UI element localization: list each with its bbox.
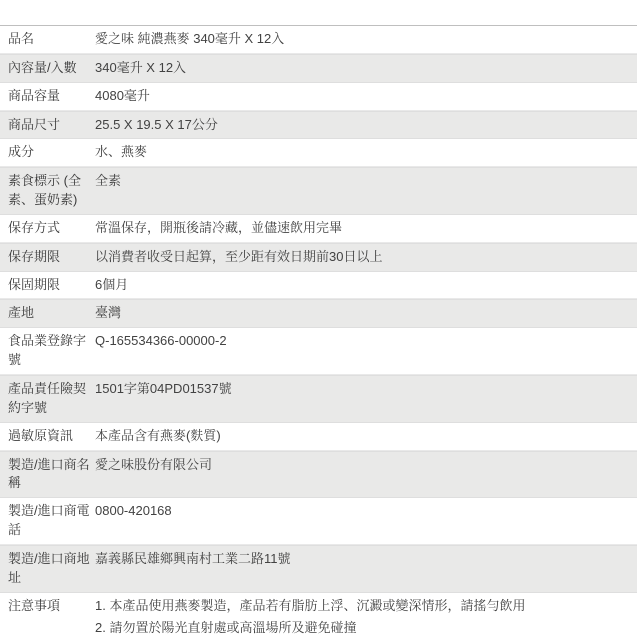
spec-value-line: 本產品含有燕麥(麩質) bbox=[95, 427, 221, 443]
spec-value-line: 全素 bbox=[95, 173, 122, 189]
spec-row bbox=[0, 139, 637, 167]
spec-row-label: 產地 bbox=[8, 305, 35, 321]
spec-value-line: 2. 請勿置於陽光直射處或高溫場所及避免碰撞 bbox=[95, 620, 357, 636]
spec-row-value bbox=[95, 456, 637, 475]
spec-row-label: 製造/進口商電話 bbox=[8, 503, 90, 538]
spec-row bbox=[0, 26, 637, 54]
spec-row bbox=[0, 451, 637, 499]
product-detail-page bbox=[0, 25, 640, 640]
spec-row-value bbox=[95, 248, 637, 267]
spec-row bbox=[0, 54, 637, 83]
spec-value-line: 340毫升 X 12入 bbox=[95, 59, 187, 75]
spec-value-line: 愛之味 純濃燕麥 340毫升 X 12入 bbox=[95, 31, 285, 46]
spec-row bbox=[0, 111, 637, 140]
spec-row bbox=[0, 593, 637, 640]
spec-row-value bbox=[95, 30, 637, 49]
spec-row-label: 過敏原資訊 bbox=[8, 427, 74, 443]
spec-row-label: 保存期限 bbox=[8, 248, 61, 264]
spec-row-value bbox=[95, 143, 637, 162]
spec-row-label: 保存方式 bbox=[8, 219, 61, 235]
spec-row-label: 產品責任險契約字號 bbox=[8, 380, 87, 415]
spec-value-line: 6個月 bbox=[95, 276, 129, 292]
spec-value-line: 4080毫升 bbox=[95, 87, 150, 103]
spec-row-value bbox=[95, 502, 637, 521]
spec-row-value bbox=[95, 59, 637, 78]
spec-row-value bbox=[95, 87, 637, 106]
spec-value-line: 臺灣 bbox=[95, 305, 122, 321]
spec-row bbox=[0, 243, 637, 272]
spec-row-value bbox=[95, 219, 637, 238]
spec-row bbox=[0, 272, 637, 300]
spec-row bbox=[0, 83, 637, 111]
spec-row-label: 內容量/入數 bbox=[8, 59, 77, 75]
spec-value-line: 水、燕麥 bbox=[95, 144, 148, 160]
spec-value-line: 1. 本產品使用燕麥製造，產品若有脂肪上浮、沉澱或變深情形，請搖勻飲用 bbox=[95, 597, 526, 613]
spec-value-line: Q-165534366-00000-2 bbox=[95, 333, 227, 349]
spec-value-line: 0800-420168 bbox=[95, 503, 172, 519]
spec-row-label: 注意事項 bbox=[8, 597, 61, 613]
spec-row-label: 食品業登錄字號 bbox=[8, 333, 87, 368]
spec-row-value bbox=[95, 332, 637, 351]
spec-row-value bbox=[95, 550, 637, 569]
spec-value-line: 25.5 X 19.5 X 17公分 bbox=[95, 116, 218, 132]
spec-row-label: 成分 bbox=[8, 144, 35, 160]
spec-row bbox=[0, 328, 637, 375]
spec-row-value bbox=[95, 172, 637, 191]
spec-row-label: 保固期限 bbox=[8, 276, 61, 292]
spec-row-label: 製造/進口商名稱 bbox=[8, 456, 90, 491]
spec-value-line: 常溫保存，開瓶後請冷藏，並儘速飲用完畢 bbox=[95, 219, 343, 235]
spec-row-value bbox=[95, 116, 637, 135]
spec-value-line: 1501字第04PD01537號 bbox=[95, 380, 232, 396]
spec-row bbox=[0, 423, 637, 451]
spec-row-value bbox=[95, 276, 637, 295]
spec-row-label: 商品容量 bbox=[8, 87, 61, 103]
spec-row bbox=[0, 299, 637, 328]
product-spec-table bbox=[0, 25, 637, 640]
spec-row bbox=[0, 215, 637, 243]
spec-row bbox=[0, 375, 637, 423]
spec-row-value bbox=[95, 304, 637, 323]
spec-row-label: 素食標示 (全素、蛋奶素) bbox=[8, 173, 81, 208]
spec-value-line: 愛之味股份有限公司 bbox=[95, 456, 213, 472]
spec-value-line: 以消費者收受日起算，至少距有效日期前30日以上 bbox=[95, 248, 383, 264]
spec-row bbox=[0, 498, 637, 545]
spec-row-value bbox=[95, 597, 637, 639]
spec-row-label: 品名 bbox=[8, 31, 35, 46]
spec-row-label: 商品尺寸 bbox=[8, 116, 61, 132]
spec-value-line: 嘉義縣民雄鄉興南村工業二路11號 bbox=[95, 550, 291, 566]
spec-row-label: 製造/進口商地址 bbox=[8, 550, 90, 585]
spec-row bbox=[0, 167, 637, 215]
spec-row-value bbox=[95, 380, 637, 399]
spec-row-value bbox=[95, 427, 637, 446]
spec-row bbox=[0, 545, 637, 593]
